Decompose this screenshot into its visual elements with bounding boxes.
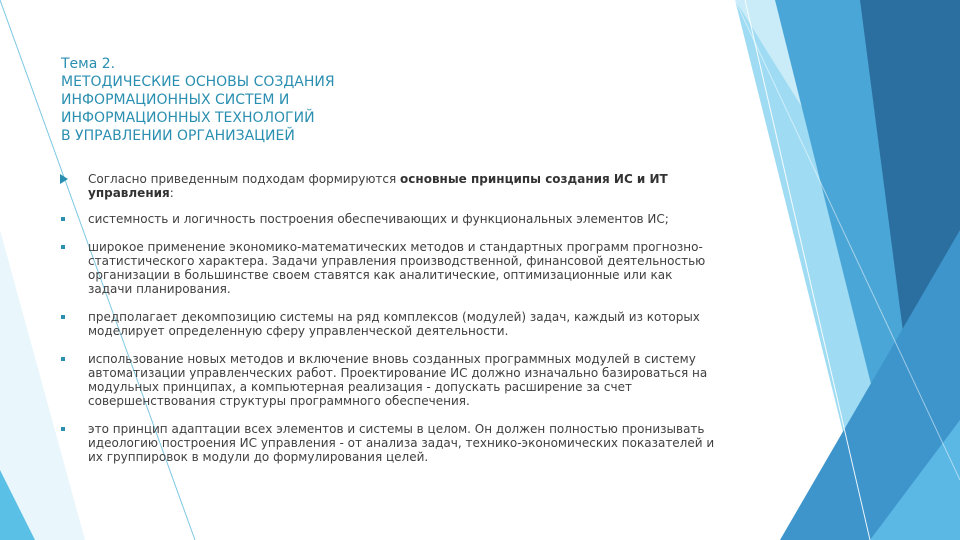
list-item [58,422,718,464]
list-item-text: это принцип адаптации всех элементов и системы в целом. Он должен полностью пронизывать идеологию построения ИС управления - от анализа задач, технико-экономических показателей и их группировок в модули до формулирования целей. [88,422,715,464]
list-item [58,352,718,408]
title-line: В УПРАВЛЕНИИ ОРГАНИЗАЦИЕЙ [61,128,295,144]
square-bullet-icon [61,427,65,431]
arrow-bullet-icon [60,174,68,184]
title-line: ИНФОРМАЦИОННЫХ СИСТЕМ И [61,92,290,108]
intro-text: Согласно приведенным подходам формируются основные принципы создания ИС и ИТ управления: [88,172,668,200]
square-bullet-icon [61,315,65,319]
list-item-text: предполагает декомпозицию системы на ряд комплексов (модулей) задач, каждый из которых моделирует определенную сферу управленческой деятельности. [88,310,700,338]
list-item-text: широкое применение экономико-математических методов и стандартных программ прогнозно-статистического характера. Задачи управления производственной, финансовой деятельностью организации в большинстве своем ставятся как аналитические, оптимизационные или как задачи планирования. [88,240,706,296]
slide-title [61,55,481,145]
list-item-text: использование новых методов и включение вновь созданных программных модулей в систему автоматизации управленческих работ. Проектирование ИС должно изначально базироваться на модульных принципах, а компьютерная реализация - допускать расширение за счет совершенствования структуры программного обеспечения. [88,352,708,408]
intro-item [58,172,718,200]
content-list [58,172,718,464]
list-item [58,310,718,338]
list-item-text: системность и логичность построения обеспечивающих и функциональных элементов ИС; [88,212,669,226]
square-bullet-icon [61,245,65,249]
title-line: ИНФОРМАЦИОННЫХ ТЕХНОЛОГИЙ [61,110,315,126]
square-bullet-icon [61,217,65,221]
title-line: Тема 2. [61,56,116,72]
square-bullet-icon [61,357,65,361]
title-line: МЕТОДИЧЕСКИЕ ОСНОВЫ СОЗДАНИЯ [61,74,335,90]
intro-bold: основные принципы создания ИС и ИТ управления [88,172,668,200]
list-item [58,212,718,226]
list-item [58,240,718,296]
